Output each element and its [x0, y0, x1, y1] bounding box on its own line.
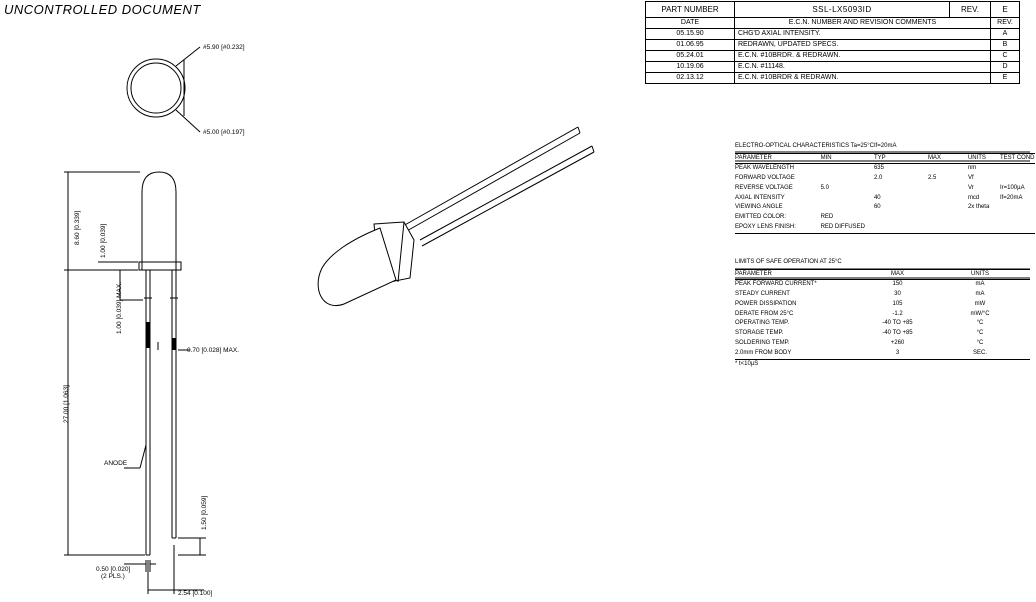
sol-cell: OPERATING TEMP.: [735, 320, 790, 327]
eo-cell: [874, 184, 928, 194]
sol-header: PARAMETER: [735, 269, 865, 280]
dimension-lines: [64, 172, 206, 594]
table-row: [735, 290, 1030, 300]
sol-cell: °C: [976, 340, 984, 347]
dim-lead-width: 0.70 [0.028] MAX.: [187, 347, 240, 354]
revision-letter: A: [991, 29, 1020, 40]
dim-dia-outer: #5.90 [#0.232]: [203, 44, 245, 51]
lens-inner-outline: [131, 63, 181, 113]
eo-cell: [1000, 203, 1035, 213]
part-number-label: PART NUMBER: [646, 2, 735, 18]
ecn-header: E.C.N. NUMBER AND REVISION COMMENTS: [735, 18, 991, 29]
eo-header: MAX: [928, 153, 968, 164]
dim-lead-standoff: 1.00 [0.039] MAX.: [116, 281, 123, 334]
eo-cell: REVERSE VOLTAGE: [735, 184, 793, 191]
revision-date: 05.24.01: [646, 51, 735, 62]
lens-outer-outline: [127, 59, 185, 117]
sol-cell: 2.0mm FROM BODY: [735, 349, 865, 359]
sol-cell: -40 TO +85: [882, 330, 913, 337]
eo-cell: 40: [873, 194, 881, 201]
eo-cell: If=20mA: [999, 194, 1023, 201]
eo-header: PARAMETER: [735, 153, 821, 164]
sol-cell: STORAGE TEMP.: [735, 330, 784, 337]
rev-col-header: REV.: [991, 18, 1020, 29]
dim-lead-tip: 1.50 [0.059]: [201, 495, 208, 530]
sol-cell: POWER DISSIPATION: [735, 300, 797, 307]
sol-header: UNITS: [930, 269, 1030, 280]
sol-cell: DERATE FROM 25°C: [735, 310, 794, 317]
sol-cell: °C: [976, 330, 984, 337]
sol-cell: SOLDERING TEMP.: [735, 340, 790, 347]
revision-comment: E.C.N. #11148.: [735, 62, 991, 73]
revision-letter: E: [991, 73, 1020, 84]
eo-condition: If=20mA: [873, 143, 897, 150]
date-header: DATE: [646, 18, 735, 29]
dim-lead-thickness-note: (2 PLS.): [101, 573, 125, 580]
eo-cell: nm: [967, 165, 977, 172]
electro-optical-table: [735, 142, 1035, 234]
dim-pitch: 2.54 [0.100]: [178, 590, 213, 597]
eo-header: MIN: [821, 153, 874, 164]
emitted-color: RED: [820, 214, 834, 221]
flange: [139, 262, 181, 270]
table-row: [735, 310, 1030, 320]
eo-cell: 2.5: [927, 175, 937, 182]
sol-cell: 30: [894, 291, 901, 298]
safe-operation-table: [735, 258, 1030, 369]
table-row: [735, 174, 1035, 184]
revision-date: 02.13.12: [646, 73, 735, 84]
rev-label: REV.: [950, 2, 991, 18]
lens-finish: RED DIFFUSED: [821, 223, 1035, 233]
dim-lead-thickness: 0.50 [0.020]: [96, 566, 131, 573]
sol-cell: °C: [976, 320, 984, 327]
revision-letter: C: [991, 51, 1020, 62]
lens-finish-label: EPOXY LENS FINISH:: [735, 223, 821, 233]
dim-flange: 1.00 [0.039]: [100, 223, 107, 258]
dim-lead-length: 27.00 [1.063]: [63, 385, 70, 423]
eo-cell: 2x theta: [967, 204, 990, 211]
eo-cell: 635: [873, 165, 884, 172]
eo-cell: [928, 194, 968, 204]
anode-label: ANODE: [104, 460, 128, 467]
sol-header: MAX: [865, 269, 930, 280]
sol-cell: SEC.: [930, 349, 1030, 359]
eo-cell: [821, 203, 874, 213]
revision-date: 05.15.90: [646, 29, 735, 40]
eo-cell: FORWARD VOLTAGE: [735, 175, 795, 182]
sol-cell: 150: [892, 281, 903, 288]
eo-cell: [821, 174, 874, 184]
table-row: [735, 300, 1030, 310]
table-row: [735, 339, 1030, 349]
sol-footnote: * t<10µS: [735, 360, 759, 367]
table-row: [735, 164, 1035, 174]
revision-date: 10.19.06: [646, 62, 735, 73]
top-view: [127, 47, 200, 132]
lead-3d-upper: [403, 127, 578, 226]
sol-cell: mW/°C: [970, 310, 990, 317]
eo-cell: [821, 164, 874, 174]
sol-cell: 105: [892, 300, 903, 307]
sol-title: LIMITS OF SAFE OPERATION AT 25°C: [735, 259, 842, 266]
eo-title: ELECTRO-OPTICAL CHARACTERISTICS Ta=25°C: [735, 143, 874, 150]
eo-header: TEST COND: [1000, 153, 1035, 164]
revision-comment: REDRAWN, UPDATED SPECS.: [735, 40, 991, 51]
eo-cell: [1000, 174, 1035, 184]
sol-cell: mA: [975, 291, 985, 298]
eo-cell: Ir=100µA: [999, 184, 1025, 191]
eo-cell: 60: [873, 204, 881, 211]
eo-cell: 2.0: [873, 175, 883, 182]
uncontrolled-banner: UNCONTROLLED DOCUMENT: [4, 2, 201, 17]
revision-comment: E.C.N. #10BRDR. & REDRAWN.: [735, 51, 991, 62]
revision-comment: E.C.N. #10BRDR & REDRAWN.: [735, 73, 991, 84]
eo-cell: VIEWING ANGLE: [735, 204, 783, 211]
eo-cell: PEAK WAVELENGTH: [735, 165, 795, 172]
sol-cell: PEAK FORWARD CURRENT*: [735, 281, 817, 288]
sol-cell: 3: [865, 349, 930, 359]
table-row: [735, 184, 1035, 194]
lead-3d-lower: [420, 146, 592, 240]
sol-cell: mA: [975, 281, 985, 288]
eo-header: TYP: [874, 153, 928, 164]
sol-cell: -40 TO +85: [882, 320, 913, 327]
eo-cell: [928, 164, 968, 174]
revision-letter: B: [991, 40, 1020, 51]
sol-cell: +260: [890, 340, 905, 347]
eo-cell: Vr: [967, 184, 974, 191]
emitted-color-label: EMITTED COLOR:: [735, 214, 787, 221]
rev-value: E: [991, 2, 1020, 18]
sol-cell: STEADY CURRENT: [735, 291, 790, 298]
table-row: [735, 194, 1035, 204]
part-number: SSL-LX5093ID: [735, 2, 950, 18]
eo-cell: [821, 194, 874, 204]
side-view: [139, 172, 181, 555]
revision-letter: D: [991, 62, 1020, 73]
eo-cell: 5.0: [820, 184, 829, 191]
eo-cell: [1000, 164, 1035, 174]
table-row: [735, 349, 1030, 359]
revision-date: 01.06.95: [646, 40, 735, 51]
revision-comment: CHG'D AXIAL INTENSITY.: [735, 29, 991, 40]
led-3d-view: [318, 127, 594, 306]
dim-body-height: 8.60 [0.339]: [74, 210, 81, 245]
eo-cell: [928, 184, 968, 194]
sol-cell: mW: [974, 300, 986, 307]
eo-header: UNITS: [968, 153, 1000, 164]
table-row: [735, 329, 1030, 339]
eo-cell: [928, 203, 968, 213]
table-row: [735, 319, 1030, 329]
eo-cell: mcd: [967, 194, 980, 201]
dim-dia-inner: #5.00 [#0.197]: [203, 129, 245, 136]
lens-body: [142, 172, 176, 270]
sol-cell: -1.2: [892, 310, 903, 317]
eo-cell: Vf: [967, 175, 974, 182]
table-row: [735, 203, 1035, 213]
eo-cell: AXIAL INTENSITY: [735, 194, 785, 201]
table-row: [735, 280, 1030, 290]
